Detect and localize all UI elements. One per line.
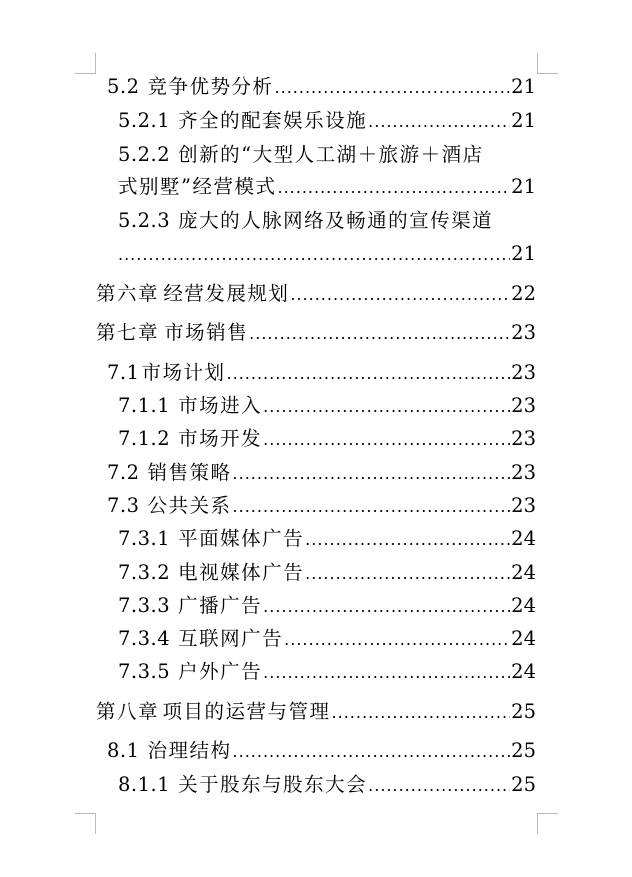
toc-entry-number: 7.3.5 (118, 660, 171, 683)
toc-entry-title: 公共关系 (147, 494, 232, 517)
toc-entry-page: 21 (511, 75, 536, 98)
toc-entry-title: 竞争优势分析 (147, 75, 274, 98)
toc-entry-number: 7.3 (107, 494, 140, 517)
toc-entry-number: 7.3.4 (118, 627, 171, 650)
toc-entry-page: 23 (511, 361, 536, 384)
toc-leader-dots (249, 321, 510, 347)
toc-entry-number: 7.1.2 (118, 427, 171, 450)
toc-entry-7-3[interactable] (107, 493, 536, 520)
toc-entry-7-3-2[interactable] (118, 560, 536, 587)
toc-entry-page: 24 (511, 527, 536, 550)
toc-leader-dots (227, 361, 511, 387)
toc-leader-dots (275, 75, 511, 101)
toc-leader-dots (368, 109, 510, 135)
toc-entry-number: 7.2 (107, 461, 140, 484)
crop-mark-top-left (75, 53, 96, 74)
toc-entry-title: 户外广告 (178, 660, 263, 683)
toc-entry-8-1[interactable] (107, 738, 536, 765)
toc-entry-7-1-1[interactable] (118, 393, 536, 420)
toc-entry-page: 23 (511, 494, 536, 517)
toc-entry-page: 24 (511, 627, 536, 650)
toc-leader-dots (305, 561, 510, 587)
toc-entry-chapter-7[interactable] (96, 320, 536, 347)
toc-leader-dots (305, 527, 510, 553)
toc-entry-number: 7.1.1 (118, 394, 171, 417)
toc-entry-7-3-1[interactable] (118, 526, 536, 553)
toc-entry-page: 21 (511, 109, 536, 132)
toc-entry-title-line1: 创新的“大型人工湖＋旅游＋酒店 (178, 143, 484, 166)
toc-leader-dots (332, 700, 511, 726)
toc-entry-7-3-3[interactable] (118, 593, 536, 620)
toc-entry-7-1[interactable] (107, 360, 536, 387)
toc-entry-number: 7.3.3 (118, 594, 171, 617)
toc-entry-title: 市场计划 (141, 361, 226, 384)
toc-entry-number: 5.2.3 (118, 209, 171, 232)
toc-entry-title: 齐全的配套娱乐设施 (178, 109, 368, 132)
toc-entry-number: 8.1 (107, 739, 140, 762)
toc-entry-title: 治理结构 (147, 739, 232, 762)
toc-entry-number: 7.3.1 (118, 527, 171, 550)
toc-entry-page: 25 (511, 700, 536, 723)
toc-entry-page: 23 (511, 461, 536, 484)
toc-entry-page: 23 (511, 427, 536, 450)
toc-entry-7-3-4[interactable] (118, 626, 536, 653)
toc-entry-number: 第七章 (96, 321, 160, 344)
toc-leader-dots (277, 175, 510, 201)
toc-entry-7-3-5[interactable] (118, 659, 536, 686)
toc-entry-title: 市场进入 (178, 394, 263, 417)
toc-entry-7-1-2[interactable] (118, 426, 536, 453)
toc-entry-page: 23 (511, 321, 536, 344)
toc-entry-title: 互联网广告 (178, 627, 284, 650)
toc-leader-dots (263, 660, 510, 686)
toc-entry-page: 23 (511, 394, 536, 417)
toc-entry-page: 24 (511, 561, 536, 584)
toc-entry-page: 21 (511, 175, 536, 198)
toc-entry-title: 平面媒体广告 (178, 527, 305, 550)
toc-leader-dots (263, 427, 510, 453)
toc-entry-number: 7.1 (107, 361, 140, 384)
toc-leader-dots (290, 282, 510, 308)
toc-entry-title: 经营发展规划 (163, 282, 290, 305)
toc-leader-dots (233, 739, 511, 765)
toc-entry-title: 式别墅”经营模式 (118, 175, 277, 198)
toc-entry-number: 8.1.1 (118, 773, 171, 796)
toc-entry-number: 5.2.2 (118, 143, 171, 166)
toc-leader-dots (284, 627, 510, 653)
toc-entry-page: 24 (511, 660, 536, 683)
toc-entry-5-2[interactable] (107, 74, 536, 101)
toc-entry-page: 25 (511, 773, 536, 796)
crop-mark-bottom-left (75, 813, 96, 834)
toc-entry-number: 5.2.1 (118, 109, 171, 132)
toc-leader-dots (263, 394, 510, 420)
toc-entry-5-2-3-line1[interactable] (118, 208, 493, 234)
toc-leader-dots (233, 494, 511, 520)
toc-entry-chapter-8[interactable] (96, 699, 536, 726)
toc-entry-title-line1: 庞大的人脉网络及畅通的宣传渠道 (178, 209, 494, 232)
toc-entry-8-1-1[interactable] (118, 772, 536, 799)
toc-entry-number: 5.2 (107, 75, 140, 98)
toc-entry-chapter-6[interactable] (96, 281, 536, 308)
toc-entry-page: 21 (511, 242, 536, 265)
toc-entry-title: 市场销售 (164, 321, 249, 344)
toc-entry-5-2-2[interactable] (118, 174, 536, 201)
toc-entry-title: 电视媒体广告 (178, 561, 305, 584)
toc-entry-page: 24 (511, 594, 536, 617)
toc-entry-number: 7.3.2 (118, 561, 171, 584)
toc-entry-title: 销售策略 (147, 461, 232, 484)
toc-entry-page: 22 (511, 282, 536, 305)
toc-entry-title: 项目的运营与管理 (162, 700, 331, 723)
toc-entry-number: 第六章 (96, 282, 160, 305)
toc-entry-5-2-2-line1[interactable] (118, 142, 484, 168)
toc-entry-page: 25 (511, 739, 536, 762)
toc-entry-5-2-3[interactable] (118, 241, 536, 268)
crop-mark-bottom-right (537, 813, 558, 834)
toc-leader-dots (233, 461, 511, 487)
toc-leader-dots (263, 594, 510, 620)
crop-mark-top-right (537, 53, 558, 74)
toc-entry-title: 关于股东与股东大会 (178, 773, 368, 796)
toc-leader-dots (118, 242, 510, 268)
toc-entry-7-2[interactable] (107, 460, 536, 487)
toc-entry-number: 第八章 (96, 700, 160, 723)
toc-entry-title: 广播广告 (178, 594, 263, 617)
toc-entry-5-2-1[interactable] (118, 108, 536, 135)
toc-entry-title: 市场开发 (178, 427, 263, 450)
toc-leader-dots (368, 773, 510, 799)
